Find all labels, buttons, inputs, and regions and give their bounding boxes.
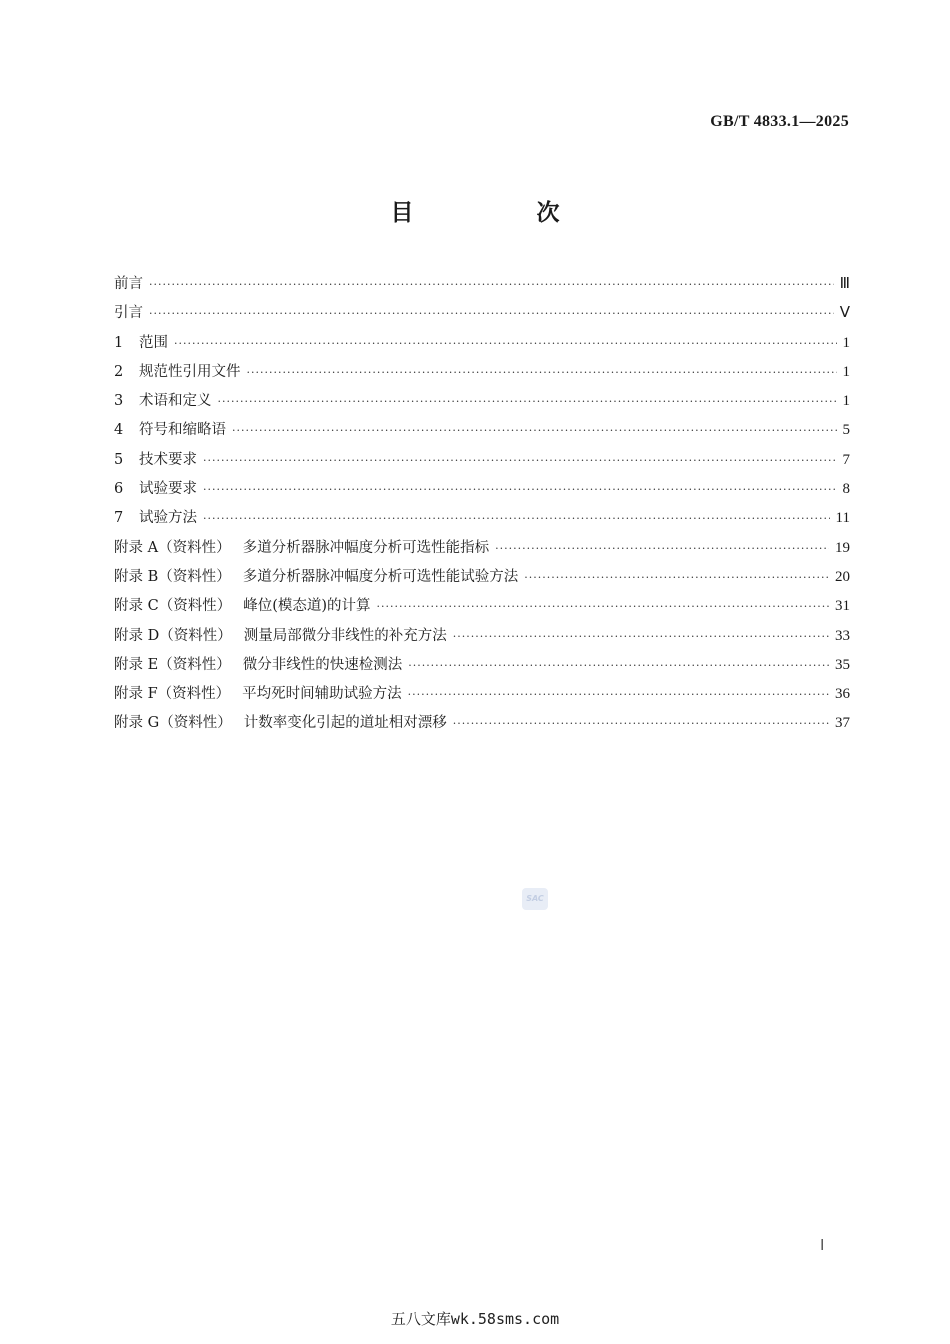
toc-leader-dots [377,592,829,621]
toc-entry-label: 范围 [139,334,168,351]
toc-leader-dots [453,709,829,738]
toc-entry-number: 附录 E（资料性） [114,656,231,673]
toc-entry-number: 2 [114,363,124,380]
toc-entry-annex-a[interactable] [114,534,850,563]
toc-page-number: 31 [835,598,850,615]
toc-entry-label: 多道分析器脉冲幅度分析可选性能试验方法 [242,568,519,585]
toc-entry-annex-b[interactable] [114,563,850,592]
toc-page-number: 37 [835,715,850,732]
toc-entry-4[interactable] [114,416,850,445]
toc-entry-annex-g[interactable] [114,709,850,738]
toc-page-number: 1 [842,334,850,351]
toc-page-number: 1 [842,393,850,410]
page-number: Ⅰ [820,1238,825,1254]
toc-entry-number: 附录 G（资料性） [114,715,232,732]
toc-entry-number: 1 [114,334,124,351]
toc-entry-label: 规范性引用文件 [139,363,241,380]
toc-entry-1[interactable] [114,329,850,358]
toc-page-number: 8 [842,481,850,498]
toc-entry-label: 计数率变化引起的道址相对漂移 [243,715,447,732]
toc-leader-dots [408,651,829,680]
toc-entry-label: 峰位(模态道)的计算 [243,598,371,615]
toc-page-number: Ⅲ [839,276,850,292]
toc-entry-annex-d[interactable] [114,622,850,651]
toc-page-number: 5 [842,422,850,439]
toc-leader-dots [495,534,829,563]
toc-entry-number: 附录 B（资料性） [114,568,231,585]
toc-entry-annex-c[interactable] [114,592,850,621]
toc-leader-dots [149,270,834,299]
toc-page-number: 35 [835,656,850,673]
toc-entry-label: 符号和缩略语 [139,422,226,439]
toc-entry-number: 5 [114,451,124,468]
toc-page-number: 36 [835,686,850,703]
toc-leader-dots [174,329,837,358]
toc-entry-label: 技术要求 [139,451,197,468]
toc-entry-7[interactable] [114,504,850,533]
toc-leader-dots [203,475,837,504]
toc-entry-number: 4 [114,422,124,439]
toc-leader-dots [149,299,834,328]
toc-leader-dots [218,387,837,416]
toc-entry-number: 附录 C（资料性） [114,598,232,615]
toc-leader-dots [453,622,829,651]
toc-entry-foreword[interactable] [114,270,850,299]
toc-page-number: 19 [835,539,850,556]
toc-leader-dots [408,680,829,709]
toc-entry-6[interactable] [114,475,850,504]
sac-watermark-logo: SAC [522,888,548,910]
toc-entry-5[interactable] [114,446,850,475]
toc-entry-label: 平均死时间辅助试验方法 [242,686,402,703]
toc-leader-dots [232,416,837,445]
toc-leader-dots [247,358,837,387]
toc-leader-dots [203,504,830,533]
toc-entry-label: 微分非线性的快速检测法 [242,656,403,673]
toc-entry-label: 多道分析器脉冲幅度分析可选性能指标 [242,539,490,556]
toc-page-number: 1 [842,363,850,380]
table-of-contents [114,270,850,739]
toc-entry-introduction[interactable] [114,299,850,328]
toc-page-number: 7 [842,451,850,468]
toc-entry-number: 7 [114,510,124,527]
toc-entry-number: 6 [114,481,124,498]
toc-page-number: Ⅴ [839,305,850,322]
toc-page-number: 33 [835,627,850,644]
toc-page-number: 11 [835,510,850,527]
toc-entry-annex-f[interactable] [114,680,850,709]
toc-entry-annex-e[interactable] [114,651,850,680]
toc-leader-dots [524,563,829,592]
footer-source-text: 五八文库wk.58sms.com [390,1310,560,1328]
toc-entry-label: 试验方法 [139,510,197,527]
toc-page-number: 20 [835,568,850,585]
toc-entry-number: 附录 A（资料性） [114,539,231,556]
standard-code: GB/T 4833.1—2025 [710,113,849,130]
toc-leader-dots [203,446,837,475]
toc-entry-label: 引言 [114,305,143,322]
toc-entry-number: 附录 F（资料性） [114,686,231,703]
toc-entry-label: 试验要求 [139,481,197,498]
toc-entry-3[interactable] [114,387,850,416]
toc-entry-label: 术语和定义 [139,393,212,410]
toc-entry-2[interactable] [114,358,850,387]
page-title: 目 次 [390,200,610,226]
toc-entry-label: 前言 [114,276,143,292]
toc-entry-label: 测量局部微分非线性的补充方法 [243,627,447,644]
toc-entry-number: 3 [114,393,124,410]
toc-entry-number: 附录 D（资料性） [114,627,232,644]
